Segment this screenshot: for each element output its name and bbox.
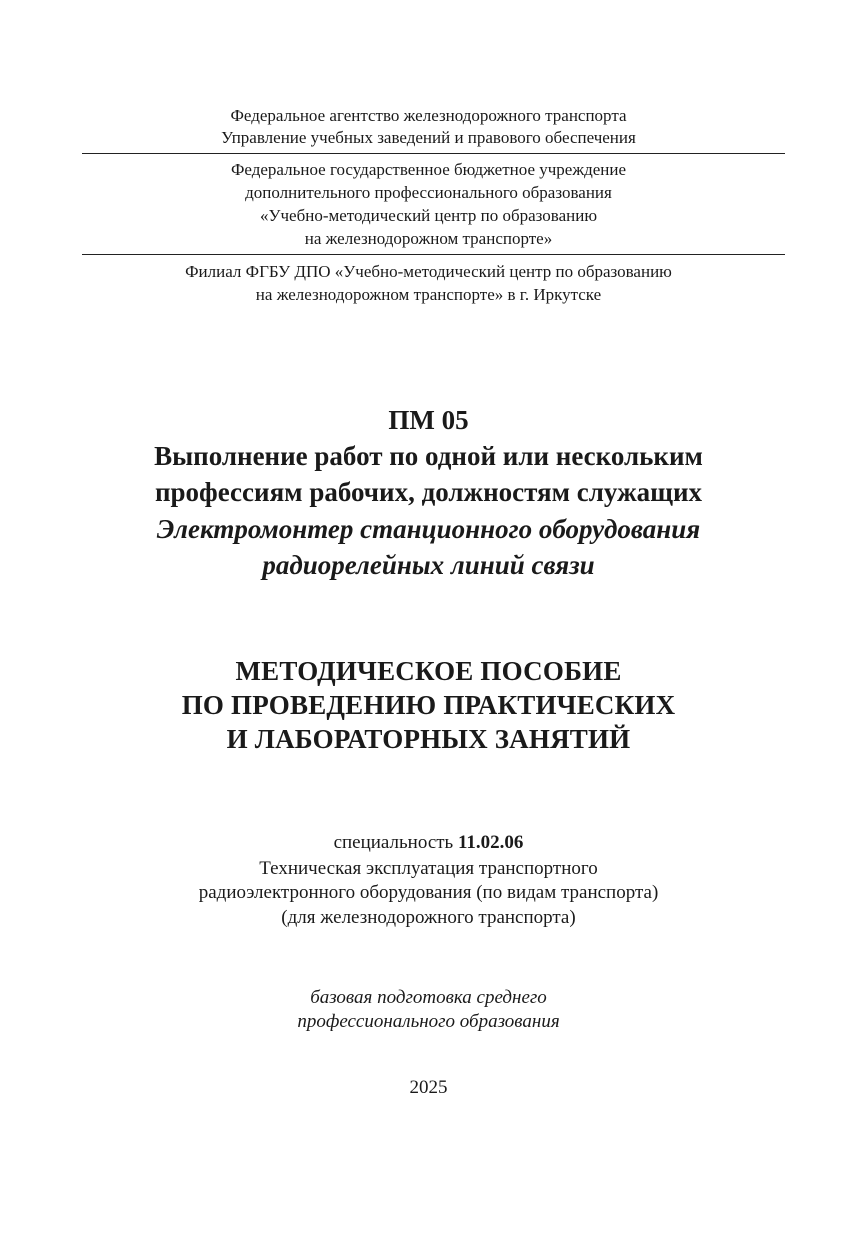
institution-line-4: на железнодорожном транспорте» xyxy=(304,229,553,248)
branch-line-2: на железнодорожном транспорте» в г. Иркутске xyxy=(255,285,602,304)
specialty-line xyxy=(0,830,857,856)
specialty-name-line-3: (для железнодорожного транспорта) xyxy=(281,907,576,928)
module-name-line-1: Выполнение работ по одной или нескольким xyxy=(154,441,703,471)
doc-type-line-3: И ЛАБОРАТОРНЫХ ЗАНЯТИЙ xyxy=(226,724,631,754)
header-divider-1 xyxy=(82,153,785,154)
module-code: ПМ 05 xyxy=(388,405,469,435)
institution-line-1: Федеральное государственное бюджетное учреждение xyxy=(230,160,627,179)
header-divider-2 xyxy=(82,254,785,255)
specialty-code: 11.02.06 xyxy=(457,832,524,853)
institution-line-3: «Учебно-методический центр по образованию xyxy=(259,206,598,225)
module-name-line-2: профессиям рабочих, должностям служащих xyxy=(154,477,702,507)
branch-line-1: Филиал ФГБУ ДПО «Учебно-методический центр по образованию xyxy=(185,262,672,281)
agency-name-line-2: Управление учебных заведений и правового обеспечения xyxy=(221,128,636,147)
education-level-line-1: базовая подготовка среднего xyxy=(310,987,547,1008)
profession-line-2: радиорелейных линий связи xyxy=(262,550,595,580)
institution-line-2: дополнительного профессионального образования xyxy=(245,183,612,202)
doc-type-line-2: ПО ПРОВЕДЕНИЮ ПРАКТИЧЕСКИХ xyxy=(181,690,676,720)
publication-year: 2025 xyxy=(409,1077,448,1098)
specialty-label: специальность xyxy=(333,832,458,853)
specialty-name-line-2: радиоэлектронного оборудования (по видам транспорта) xyxy=(198,882,659,903)
profession-line-1: Электромонтер станционного оборудования xyxy=(156,514,701,544)
agency-name-line-1: Федеральное агентство железнодорожного транспорта xyxy=(230,106,627,125)
doc-type-line-1: МЕТОДИЧЕСКОЕ ПОСОБИЕ xyxy=(235,656,622,686)
specialty-name-line-1: Техническая эксплуатация транспортного xyxy=(259,858,598,879)
education-level-line-2: профессионального образования xyxy=(297,1011,560,1032)
